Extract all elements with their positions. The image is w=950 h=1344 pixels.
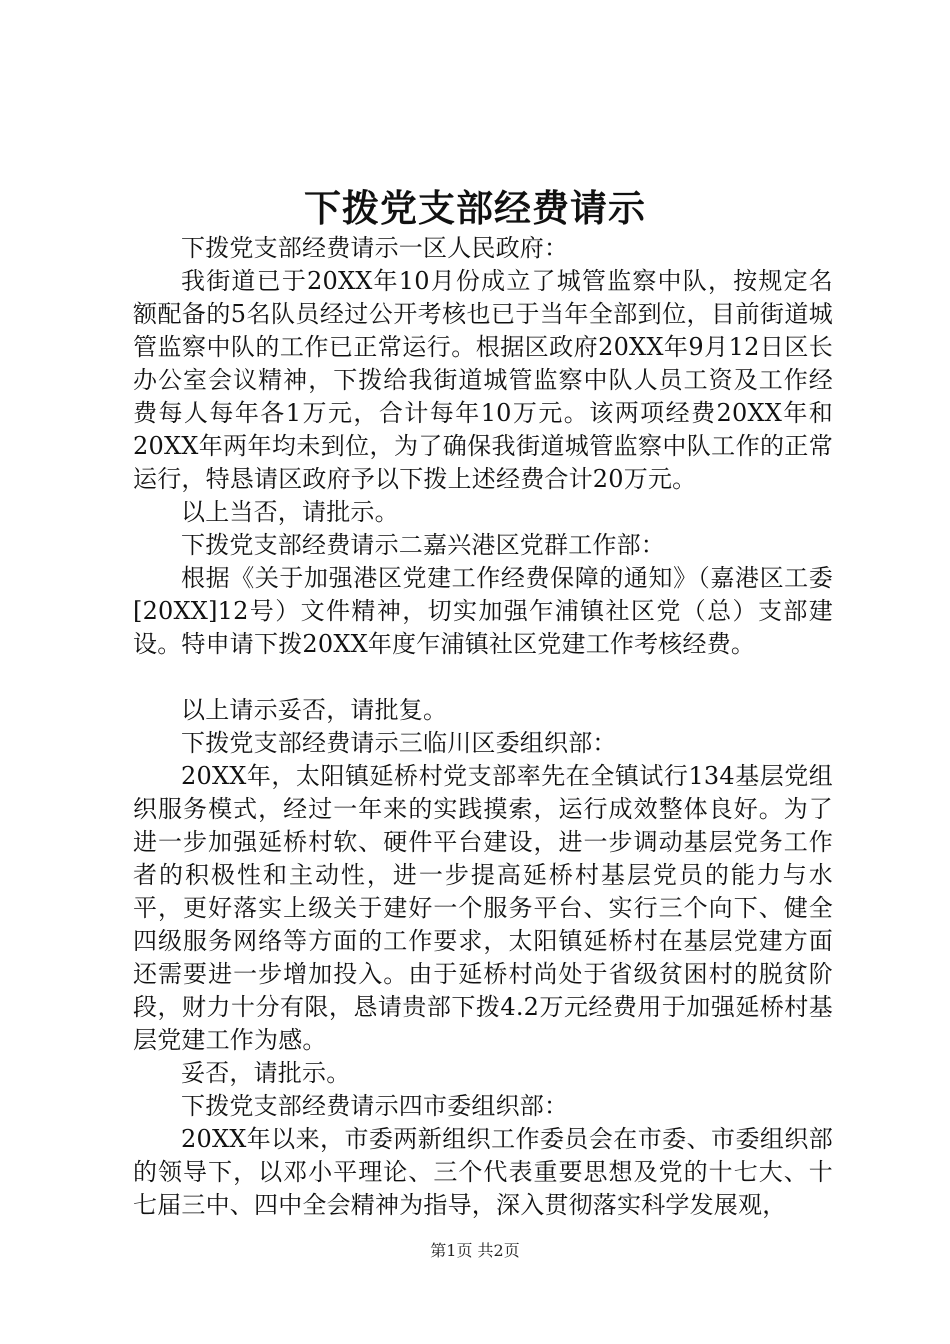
paragraph-closing-1: 以上当否，请批示。 (181, 498, 399, 526)
paragraph-body-3: 20XX年，太阳镇延桥村党支部率先在全镇试行134基层党组织服务模式，经过一年来的实践摸索，运行成效整体良好。为了进一步加强延桥村软、硬件平台建设，进一步调动基层党务工作者的积极性和主动性，进一步提高延桥村基层党员的能力与水平，更好落实上级关于建好一个服务平台、实行三个向下、健全四级服务网络等方面的工作要求，太阳镇延桥村在基层党建方面还需要进一步增加投入。由于延桥村尚处于省级贫困村的脱贫阶段，财力十分有限，恳请贵部下拨4.2万元经费用于加强延桥村基层党建工作为感。 (133, 762, 833, 1054)
paragraph-body-2: 根据《关于加强港区党建工作经费保障的通知》（嘉港区工委[20XX]12号）文件精神，切实加强乍浦镇社区党（总）支部建设。特申请下拨20XX年度乍浦镇社区党建工作考核经费。 (133, 564, 833, 658)
document-body (133, 232, 833, 1222)
paragraph-salutation-2: 下拨党支部经费请示二嘉兴港区党群工作部： (181, 531, 665, 559)
paragraph-body-1: 我街道已于20XX年10月份成立了城管监察中队，按规定名额配备的5名队员经过公开考核也已于当年全部到位，目前街道城管监察中队的工作已正常运行。根据区政府20XX年9月12日区长办公室会议精神，下拨给我街道城管监察中队人员工资及工作经费每人每年各1万元，合计每年10万元。该两项经费20XX年和20XX年两年均未到位，为了确保我街道城管监察中队工作的正常运行，特恳请区政府予以下拨上述经费合计20万元。 (133, 267, 833, 493)
paragraph-salutation-4: 下拨党支部经费请示四市委组织部： (181, 1092, 569, 1120)
paragraph-closing-2: 以上请示妥否，请批复。 (181, 696, 448, 724)
document-title: 下拨党支部经费请示 (304, 186, 646, 230)
paragraph-salutation-3: 下拨党支部经费请示三临川区委组织部： (181, 729, 617, 757)
paragraph-salutation-1: 下拨党支部经费请示一区人民政府： (181, 234, 569, 262)
paragraph-body-4: 20XX年以来，市委两新组织工作委员会在市委、市委组织部的领导下，以邓小平理论、三个代表重要思想及党的十七大、十七届三中、四中全会精神为指导，深入贯彻落实科学发展观， (133, 1125, 833, 1219)
page-footer: 第1页 共2页 (430, 1241, 520, 1260)
paragraph-closing-3: 妥否，请批示。 (181, 1059, 351, 1087)
